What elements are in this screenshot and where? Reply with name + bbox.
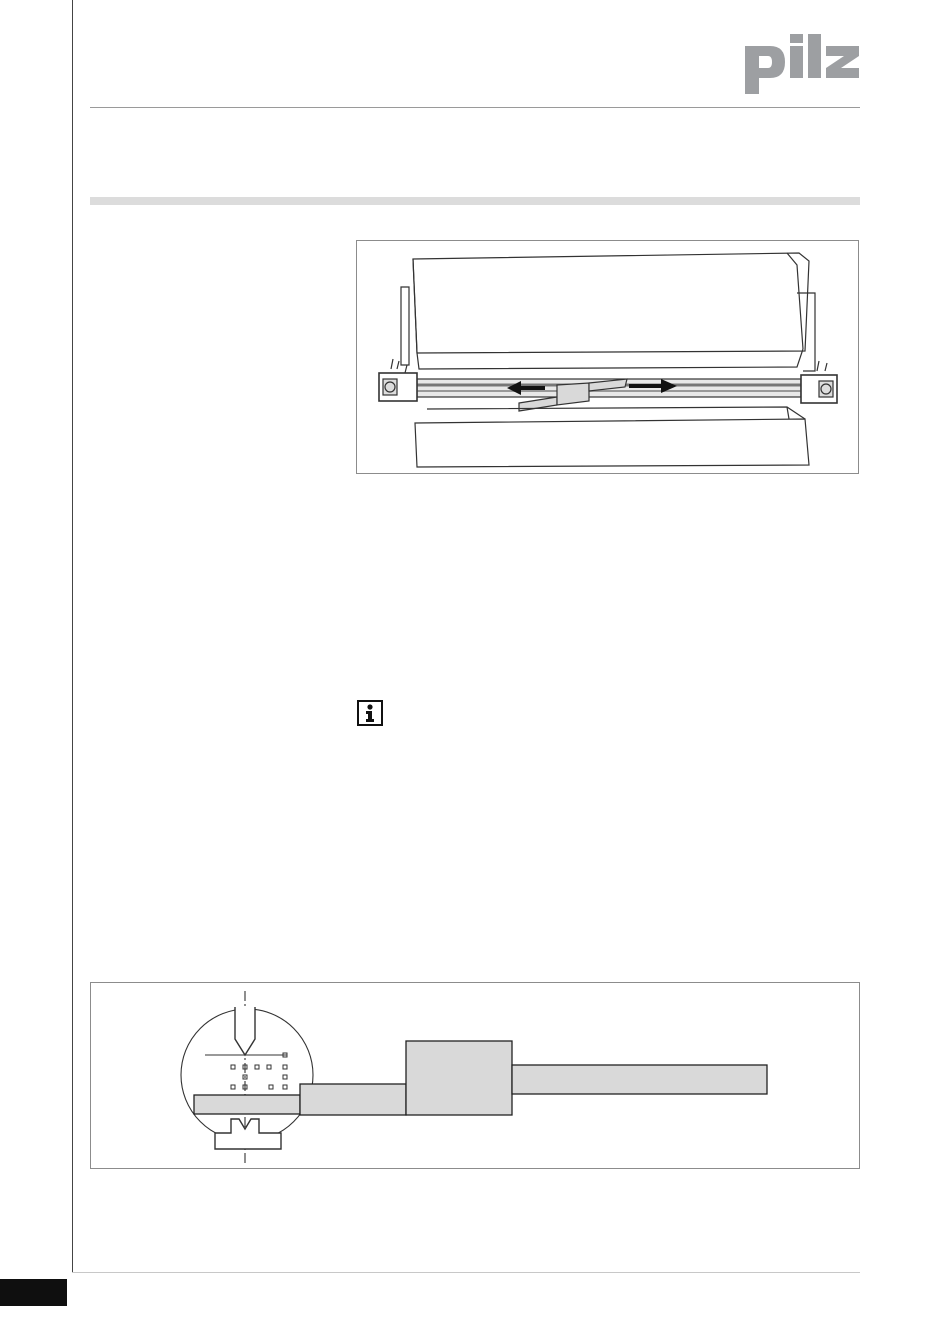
left-margin-line — [72, 0, 73, 1272]
page-number-tab — [0, 1279, 67, 1306]
press-brake-figure — [356, 240, 859, 474]
bending-diagram-figure — [90, 982, 860, 1169]
info-icon — [357, 700, 383, 726]
bending-diagram — [91, 983, 861, 1170]
press-brake-illustration — [357, 241, 860, 475]
pilz-logo — [740, 34, 864, 98]
section-heading-bar — [90, 197, 860, 205]
header-rule — [90, 107, 860, 108]
footer-rule — [72, 1272, 860, 1273]
